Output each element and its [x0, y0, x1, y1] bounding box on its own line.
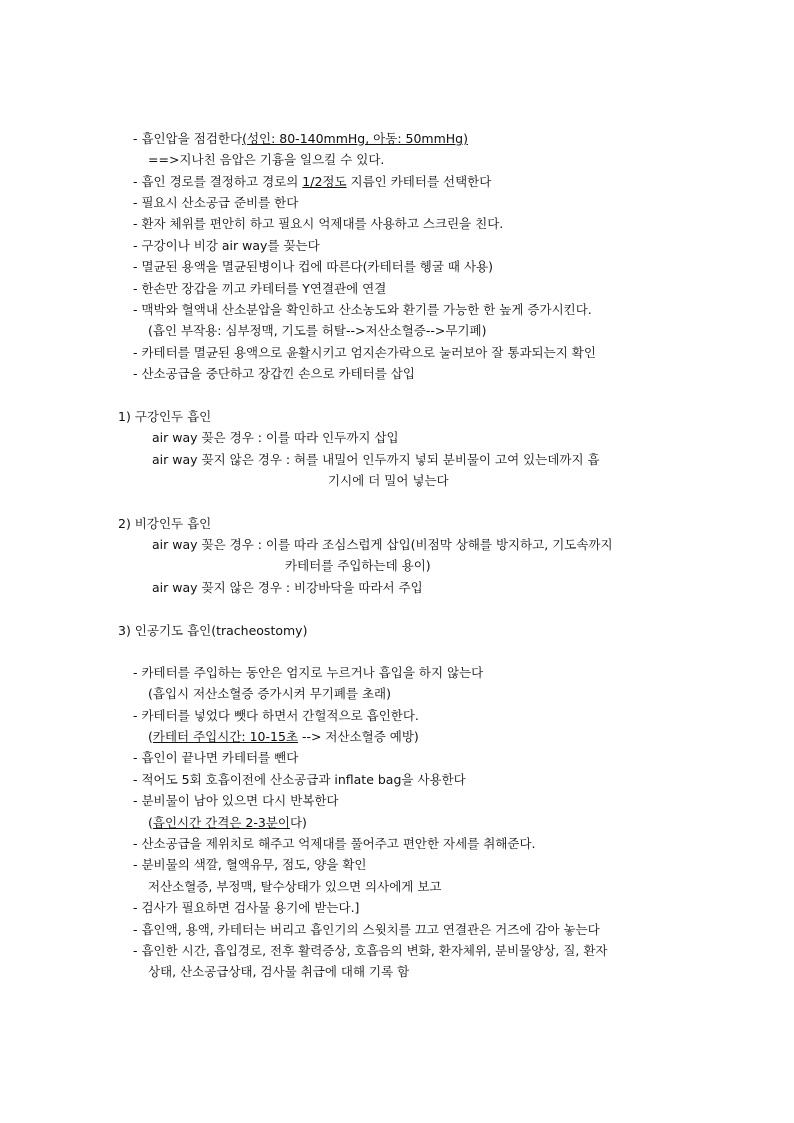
list-item: - 흡인액, 용액, 카테터는 버리고 흡인기의 스윗치를 끄고 연결관은 거즈에 감아 놓는다 — [133, 922, 600, 937]
list-item: - 분비물이 남아 있으면 다시 반복한다 — [133, 793, 339, 808]
section-line: 기시에 더 밀어 넣는다 — [328, 473, 449, 488]
section-line: air way 꽂지 않은 경우 : 혀를 내밀어 인두까지 넣되 분비물이 고여 있는데까지 흡 — [152, 452, 600, 467]
list-item: (흡입시 저산소혈증 증가시켜 무기폐를 초래) — [148, 686, 391, 701]
list-item: - 카테터를 넣었다 뺏다 하면서 간헐적으로 흡인한다. — [133, 708, 419, 723]
list-item: (카테터 주입시간: 10-15초 --> 저산소혈증 예방) — [148, 729, 419, 744]
section-line: air way 꽂은 경우 : 이를 따라 조심스럽게 삽입(비점막 상해를 방지하고, 기도속까지 — [152, 537, 613, 552]
list-item: - 분비물의 색깔, 혈액유무, 점도, 양을 확인 — [133, 857, 367, 872]
intro-line: - 구강이나 비강 air way를 꽂는다 — [133, 238, 320, 253]
intro-line: - 환자 체위를 편안히 하고 필요시 억제대를 사용하고 스크린을 친다. — [133, 216, 504, 231]
section-heading: 3) 인공기도 흡인(tracheostomy) — [118, 623, 308, 638]
section-line: 카테터를 주입하는데 용이) — [285, 558, 431, 573]
section-line: air way 꽂은 경우 : 이를 따라 인두까지 삽입 — [152, 430, 399, 445]
section-heading: 1) 구강인두 흡인 — [118, 409, 212, 424]
intro-line: - 멸균된 용액을 멸균된병이나 컵에 따른다(카테터를 헹굴 때 사용) — [133, 259, 494, 274]
list-item: 저산소혈증, 부정맥, 탈수상태가 있으면 의사에게 보고 — [148, 879, 442, 894]
intro-line: - 맥박와 혈액내 산소분압을 확인하고 산소농도와 환기를 가능한 한 높게 증가시킨다. — [133, 302, 592, 317]
section-line: air way 꽂지 않은 경우 : 비강바닥을 따라서 주입 — [152, 580, 423, 595]
list-item: - 적어도 5회 호흡이전에 산소공급과 inflate bag을 사용한다 — [133, 772, 466, 787]
list-item: - 산소공급을 제위치로 해주고 억제대를 풀어주고 편안한 자세를 취해준다. — [133, 836, 536, 851]
intro-line: - 필요시 산소공급 준비를 한다 — [133, 195, 299, 210]
intro-line: - 흡인 경로를 결정하고 경로의 1/2정도 지름인 카테터를 선택한다 — [133, 174, 492, 189]
intro-line: - 한손만 장갑을 끼고 카테터를 Y연결관에 연결 — [133, 281, 387, 296]
list-item: 상태, 산소공급상태, 검사물 취급에 대해 기록 함 — [148, 964, 410, 979]
intro-line: - 산소공급을 중단하고 장갑낀 손으로 카테터를 삽입 — [133, 366, 415, 381]
list-item: - 카테터를 주입하는 동안은 엄지로 누르거나 흡입을 하지 않는다 — [133, 665, 484, 680]
intro-line: ==>지나친 음압은 기흉을 일으킬 수 있다. — [148, 152, 385, 167]
intro-line: - 흡인압을 점검한다(성인: 80-140mmHg, 아동: 50mmHg) — [133, 131, 468, 146]
list-item: - 흡인한 시간, 흡입경로, 전후 활력증상, 호흡음의 변화, 환자체위, 분비물양상, 질, 환자 — [133, 943, 608, 958]
list-item: - 흡인이 끝나면 카테터를 뺀다 — [133, 750, 299, 765]
intro-line: (흡인 부작용: 심부정맥, 기도를 허탈-->저산소혈증-->무기폐) — [148, 323, 487, 338]
intro-line: - 카테터를 멸균된 용액으로 윤활시키고 엄지손가락으로 눌러보아 잘 통과되는지 확인 — [133, 345, 596, 360]
section-heading: 2) 비강인두 흡인 — [118, 516, 212, 531]
list-item: (흡인시간 간격은 2-3분이다) — [148, 815, 307, 830]
list-item: - 검사가 필요하면 검사물 용기에 받는다.] — [133, 900, 360, 915]
